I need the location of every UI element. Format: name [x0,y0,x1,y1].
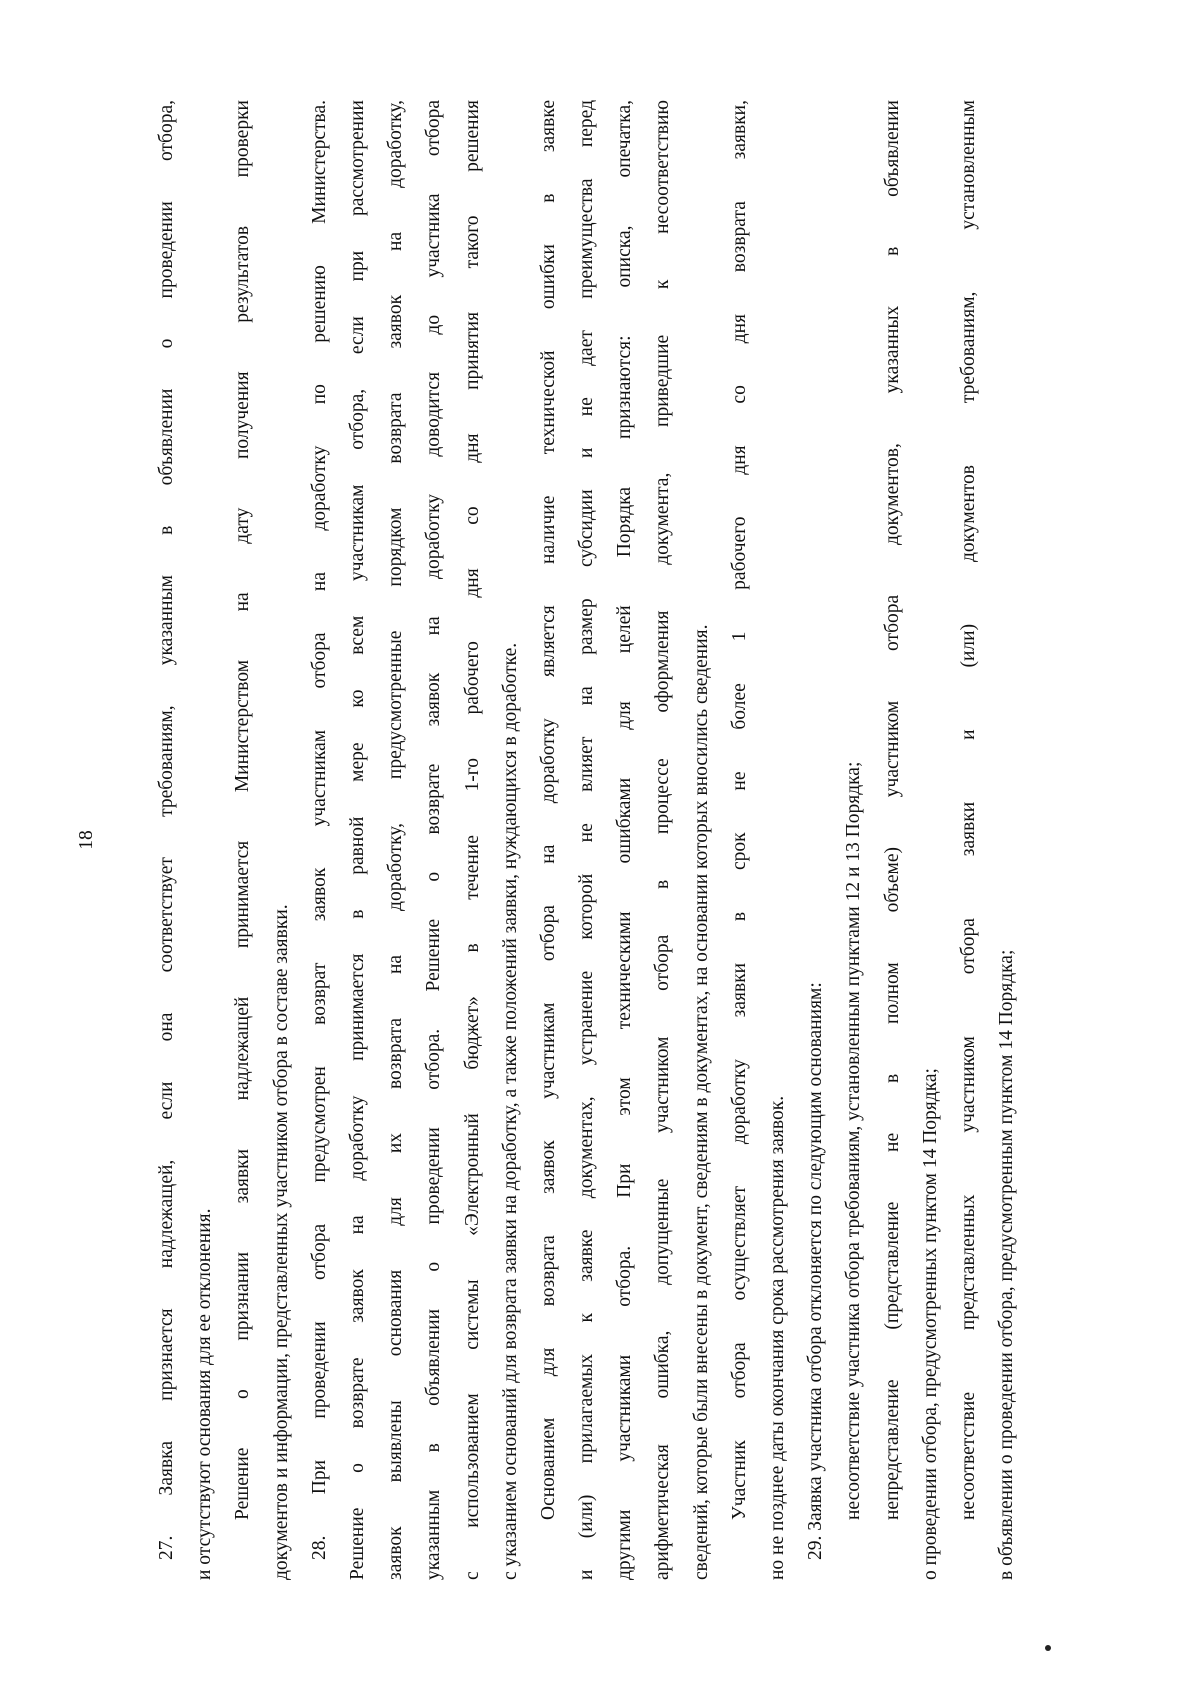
text-line: Участник отбора осуществляет доработку заявки в срок не более 1 рабочего дня со дня возврата заявки, [728,100,750,1520]
text-line: 27. Заявка признается надлежащей, если она соответствует требованиям, указанным в объявлении о проведении отбора, [156,100,177,1560]
scan-speck [1045,1645,1051,1651]
text-line: о проведении отбора, предусмотренных пунктом 14 Порядка; [919,1068,941,1580]
text-line: документов и информации, представленных участником отбора в составе заявки. [270,904,292,1580]
text-line: другими участниками отбора. При этом техническими ошибками для целей Порядка признаются: описка, опечатка, [614,100,636,1580]
text-line: несоответствие участника отбора требованиям, установленным пунктами 12 и 13 Порядка; [843,761,865,1520]
text-line: Основанием для возврата заявок участникам отбора на доработку является наличие технической ошибки в заявке [537,100,559,1520]
text-line: 29. Заявка участника отбора отклоняется по следующим основаниям: [805,982,827,1560]
text-line: и отсутствуют основания для ее отклонения. [194,1208,216,1580]
text-line: но не позднее даты окончания срока рассмотрения заявок. [767,1095,788,1580]
text-line: Решение о признании заявки надлежащей принимается Министерством на дату получения результатов проверки [232,100,254,1520]
text-line: и (или) прилагаемых к заявке документах, устранение которой не влияет на размер субсидии и не дает преимущества перед [576,100,598,1580]
text-line: арифметическая ошибка, допущенные участником отбора в процессе оформления документа, приведшие к несоответствию [652,100,674,1580]
text-line: с использованием системы «Электронный бюджет» в течение 1-го рабочего дня со дня принятия такого решения [461,100,483,1580]
text-line: сведений, которые были внесены в документ, сведениям в документах, на основании которых вносились сведения. [690,624,712,1580]
page-number: 18 [76,830,97,850]
text-line: с указанием оснований для возврата заявки на доработку, а также положений заявки, нуждающихся в доработке. [499,642,521,1580]
text-line: непредставление (представление не в полном объеме) участником отбора документов, указанных в объявлении [881,100,903,1520]
text-line: Решение о возврате заявок на доработку принимается в равной мере ко всем участникам отбора, если при рассмотрении [346,100,368,1580]
text-line: указанным в объявлении о проведении отбора. Решение о возврате заявок на доработку доводится до участника отбора [423,100,445,1580]
rotated-text-block [76,100,1018,1580]
text-line: несоответствие представленных участником отбора заявки и (или) документов требованиям, установленным [957,100,979,1520]
text-line: 28. При проведении отбора предусмотрен возврат заявок участникам отбора на доработку по решению Министерства. [308,100,330,1560]
body-text [148,100,1026,1580]
text-line: заявок выявлены основания для их возврата на доработку, предусмотренные порядком возврата заявок на доработку, [385,100,407,1580]
text-line: в объявлении о проведении отбора, предусмотренным пунктом 14 Порядка; [996,949,1018,1580]
